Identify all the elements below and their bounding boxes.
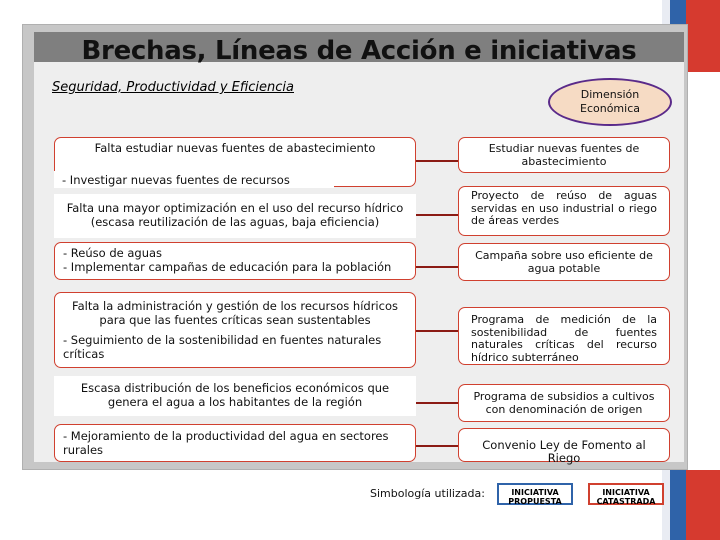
initiative-box: Programa de subsidios a cultivos con denominación de origen <box>458 384 670 422</box>
gap-action: - Mejoramiento de la productividad del agua en sectores rurales <box>63 429 389 457</box>
section-subtitle: Seguridad, Productividad y Eficiencia <box>52 80 294 95</box>
connector-line <box>416 402 458 404</box>
initiative-box: Convenio Ley de Fomento al Riego <box>458 428 670 462</box>
page-title: Brechas, Líneas de Acción e iniciativas <box>81 36 637 66</box>
gap-box-2 <box>54 194 416 238</box>
flag-stripe-red-bottom <box>686 470 720 540</box>
initiative-box: Proyecto de reúso de aguas servidas en uso industrial o riego de áreas verdes <box>458 186 670 236</box>
connector-line <box>416 160 458 162</box>
legend-cataloged: INICIATIVA CATASTRADA <box>588 483 664 505</box>
gap-action: - Seguimiento de la sostenibilidad en fuentes naturales críticas <box>63 333 382 361</box>
gap-action: - Implementar campañas de educación para la población <box>63 260 392 274</box>
gap-action: - Investigar nuevas fuentes de recursos <box>54 171 334 188</box>
legend-label: Simbología utilizada: <box>370 487 485 500</box>
legend-proposed: INICIATIVA PROPUESTA <box>497 483 573 505</box>
connector-line <box>416 445 458 447</box>
gap-box-3 <box>54 292 416 368</box>
gap-heading: Falta estudiar nuevas fuentes de abastecimiento <box>94 141 376 155</box>
connector-line <box>416 266 458 268</box>
flag-stripe-white-bottom <box>662 470 670 540</box>
gap-actions-box-2 <box>54 242 416 280</box>
gap-actions-box-4 <box>54 424 416 462</box>
flag-stripe-red <box>686 0 720 72</box>
initiative-box: Programa de medición de la sostenibilidad de fuentes naturales críticas del recurso hídrico subterráneo <box>458 307 670 365</box>
initiative-box: Campaña sobre uso eficiente de agua potable <box>458 243 670 281</box>
connector-line <box>416 330 458 332</box>
gap-box-4 <box>54 376 416 416</box>
gap-heading: Falta la administración y gestión de los recursos hídricos para que las fuentes críticas sean sustentables <box>72 299 398 327</box>
gap-action: - Reúso de aguas <box>63 246 163 260</box>
gap-heading: Falta una mayor optimización en el uso del recurso hídrico (escasa reutilización de las aguas, baja eficiencia) <box>66 201 404 229</box>
connector-line <box>416 214 458 216</box>
gap-heading: Escasa distribución de los beneficios económicos que genera el agua a los habitantes de la región <box>80 381 390 409</box>
initiative-box: Estudiar nuevas fuentes de abastecimiento <box>458 137 670 173</box>
flag-stripe-blue-bottom <box>670 470 686 540</box>
dimension-badge: Dimensión Económica <box>548 78 672 126</box>
